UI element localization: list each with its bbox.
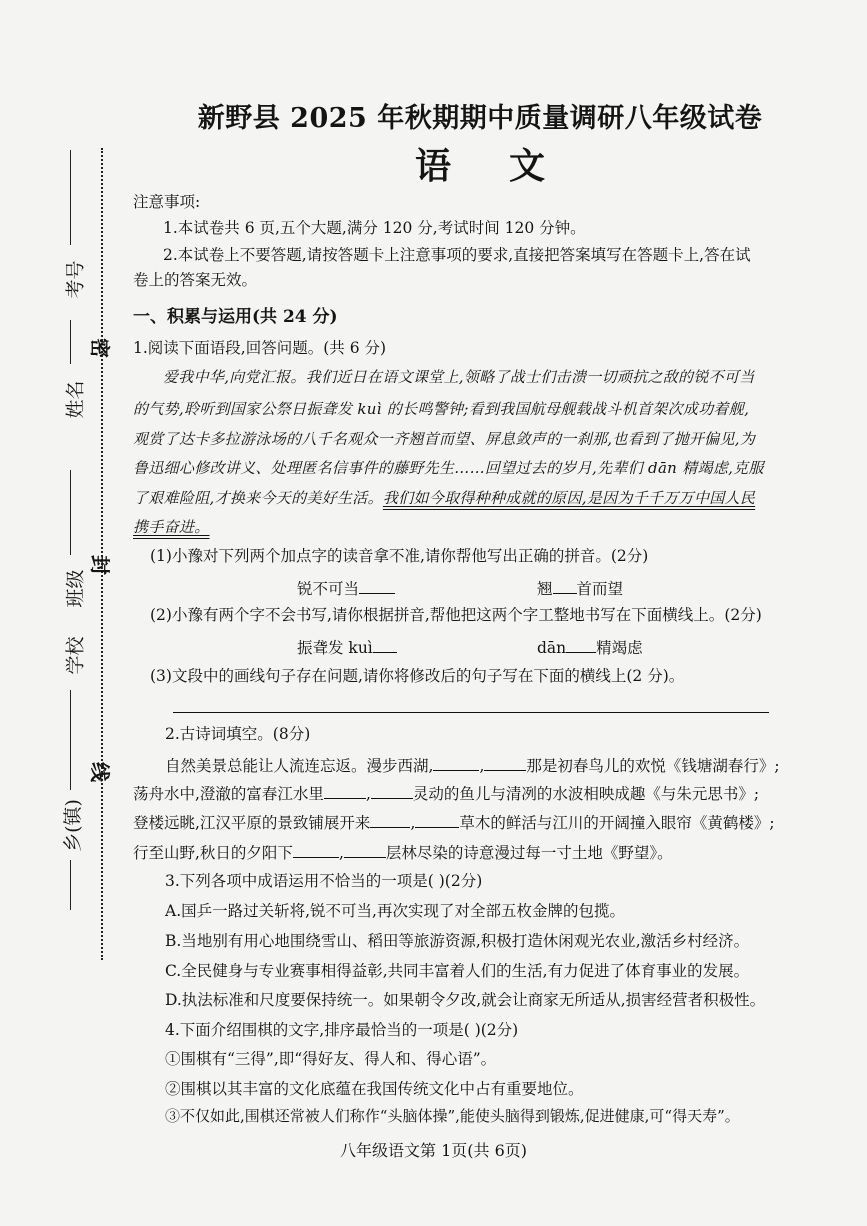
q2-blank-3[interactable] xyxy=(324,782,366,799)
q2-line-3-text-a: 登楼远眺,江汉平原的景致铺展开来 xyxy=(133,814,371,832)
q3-option-a: A.国乒一路过关斩将,锐不可当,再次实现了对全部五枚金牌的包揽。 xyxy=(165,902,625,920)
q2-line-1-comma: , xyxy=(479,757,485,775)
q1-sub1-word-a: 锐不可当 xyxy=(297,580,360,598)
q2-line-4 xyxy=(133,841,673,863)
field-exam-number[interactable] xyxy=(55,150,85,320)
q1-sub2-blank-b[interactable] xyxy=(566,636,596,653)
field-town-label: 乡(镇) xyxy=(61,799,84,852)
q4-item-3: ③不仅如此,围棋还常被人们称作“头脑体操”,能使头脑得到锻炼,促进健康,可“得天寿”。 xyxy=(165,1107,740,1125)
q2-line-3-text-b: 草木的鲜活与江川的开阔撞入眼帘《黄鹤楼》; xyxy=(459,814,775,832)
q1-passage-line-6 xyxy=(133,518,210,538)
q1-sub1-word-b-post: 首而望 xyxy=(576,580,624,598)
q1-passage-line-4: 鲁迅细心修改讲义、处理匿名信事件的藤野先生……回望过去的岁月,先辈们 dān 精竭虑,克服 xyxy=(133,459,764,477)
q1-sub1-blank-b[interactable] xyxy=(553,577,577,594)
q2-line-1 xyxy=(165,754,780,776)
q2-line-4-text-a: 行至山野,秋日的夕阳下 xyxy=(133,844,293,862)
subject-title: 语文 xyxy=(414,145,603,187)
q1-passage-line-2: 的气势,聆听到国家公祭日振聋发 kuì 的长鸣警钟;看到我国航母舰载战斗机首架次成功着舰, xyxy=(133,400,750,418)
field-town[interactable] xyxy=(55,790,85,910)
q2-blank-5[interactable] xyxy=(370,811,410,828)
q1-prompt: 1.阅读下面语段,回答问题。(共 6 分) xyxy=(133,339,387,357)
q1-passage-line-5-text: 了艰难险阻,才换来今天的美好生活。 xyxy=(133,489,383,507)
q2-blank-6[interactable] xyxy=(415,811,459,828)
q1-sub3-prompt: (3)文段中的画线句子存在问题,请你将修改后的句子写在下面的横线上(2 分)。 xyxy=(150,667,685,685)
page-footer: 八年级语文第 1页(共 6页) xyxy=(339,1141,528,1160)
q1-underlined-sentence-b: 携手奋进。 xyxy=(133,518,210,536)
field-school[interactable] xyxy=(55,620,85,790)
q1-sub3-answer-line[interactable] xyxy=(173,712,769,713)
q1-passage-line-3: 观赏了达卡多拉游泳场的八千名观众一齐翘首而望、屏息敛声的一刹那,也看到了抛开偏见,为 xyxy=(133,430,756,448)
q2-line-2-text-a: 荡舟水中,澄澈的富春江水里 xyxy=(133,785,324,803)
seal-word-mi: 密 xyxy=(88,338,112,358)
q2-blank-1[interactable] xyxy=(433,754,479,771)
q2-blank-4[interactable] xyxy=(371,782,413,799)
field-class-label: 班级 xyxy=(64,569,87,608)
q1-underlined-sentence-a: 我们如今取得种种成就的原因,是因为千千万万中国人民 xyxy=(382,489,756,507)
q2-line-1-text-b: 那是初春鸟儿的欢悦《钱塘湖春行》; xyxy=(526,757,780,775)
q1-passage-line-1: 爱我中华,向党汇报。我们近日在语文课堂上,领略了战士们击溃一切顽抗之敌的锐不可当 xyxy=(163,368,755,386)
q3-option-d: D.执法标准和尺度要保持统一。如果朝令夕改,就会让商家无所适从,损害经营者积极性。 xyxy=(165,991,766,1009)
seal-word-xian: 线 xyxy=(88,762,112,782)
q1-passage-line-5 xyxy=(133,489,755,509)
field-exam-number-label: 考号 xyxy=(64,260,87,299)
field-town-line xyxy=(70,860,71,910)
q2-line-1-text-a: 自然美景总能让人流连忘返。漫步西湖, xyxy=(165,757,434,775)
q1-sub1-item-a xyxy=(297,577,395,599)
notice-item-2-line-2: 卷上的答案无效。 xyxy=(133,271,258,289)
q4-item-2: ②围棋以其丰富的文化底蕴在我国传统文化中占有重要地位。 xyxy=(165,1080,584,1098)
q2-line-4-text-b: 层林尽染的诗意漫过每一寸土地《野望》。 xyxy=(385,844,673,862)
q1-sub1-word-b-pre: 翘 xyxy=(537,580,553,598)
q2-line-2-text-b: 灵动的鱼儿与清冽的水波相映成趣《与朱元思书》; xyxy=(412,785,760,803)
q2-line-3 xyxy=(133,811,775,833)
q1-sub2-item-b xyxy=(537,636,643,658)
notice-item-1: 1.本试卷共 6 页,五个大题,满分 120 分,考试时间 120 分钟。 xyxy=(163,219,586,237)
notice-item-2-line-1: 2.本试卷上不要答题,请按答题卡上注意事项的要求,直接把答案填写在答题卡上,答在试 xyxy=(163,246,751,264)
q2-blank-7[interactable] xyxy=(293,841,339,858)
q3-option-b: B.当地别有用心地围绕雪山、稻田等旅游资源,积极打造休闲观光农业,激活乡村经济。 xyxy=(165,932,750,950)
exam-title: 新野县 2025 年秋期期中质量调研八年级试卷 xyxy=(197,103,763,134)
section-1-heading: 一、积累与运用(共 24 分) xyxy=(133,307,338,327)
q2-line-2-comma: , xyxy=(365,785,371,803)
field-class-line xyxy=(70,470,71,555)
q3-option-c: C.全民健身与专业赛事相得益彰,共同丰富着人们的生活,有力促进了体育事业的发展。 xyxy=(165,962,750,980)
q1-sub2-word-b-post: 精竭虑 xyxy=(596,639,643,657)
field-name-label: 姓名 xyxy=(64,380,87,419)
q3-prompt: 3.下列各项中成语运用不恰当的一项是( )(2分) xyxy=(165,872,483,890)
q1-sub2-word-b-pre: dān xyxy=(537,639,567,657)
q1-sub2-item-a xyxy=(297,636,397,658)
q2-prompt: 2.古诗词填空。(8分) xyxy=(165,725,311,743)
q2-blank-2[interactable] xyxy=(484,754,526,771)
q4-prompt: 4.下面介绍围棋的文字,排序最恰当的一项是( )(2分) xyxy=(165,1021,519,1039)
seal-word-feng: 封 xyxy=(88,555,112,575)
field-school-line xyxy=(70,690,71,790)
binding-dotted-line xyxy=(101,148,103,960)
q1-sub1-item-b xyxy=(537,577,623,599)
q1-sub2-word-a: 振聋发 kuì xyxy=(297,639,373,657)
field-school-label: 学校 xyxy=(64,636,87,675)
q1-sub1-prompt: (1)小豫对下列两个加点字的读音拿不准,请你帮他写出正确的拼音。(2分) xyxy=(150,547,649,565)
notice-heading: 注意事项: xyxy=(133,193,201,211)
q1-sub1-blank-a[interactable] xyxy=(359,577,395,594)
field-name[interactable] xyxy=(55,320,85,470)
q1-sub2-blank-a[interactable] xyxy=(373,636,397,653)
field-class[interactable] xyxy=(55,470,85,610)
field-name-line xyxy=(70,320,71,364)
q2-line-4-comma: , xyxy=(338,844,344,862)
q2-line-3-comma: , xyxy=(410,814,416,832)
q4-item-1: ①围棋有“三得”,即“得好友、得人和、得心语”。 xyxy=(165,1050,497,1068)
q1-sub2-prompt: (2)小豫有两个字不会书写,请你根据拼音,帮他把这两个字工整地书写在下面横线上。(2分) xyxy=(150,606,762,624)
field-exam-number-line xyxy=(70,150,71,245)
q2-line-2 xyxy=(133,782,759,804)
q2-blank-8[interactable] xyxy=(344,841,386,858)
